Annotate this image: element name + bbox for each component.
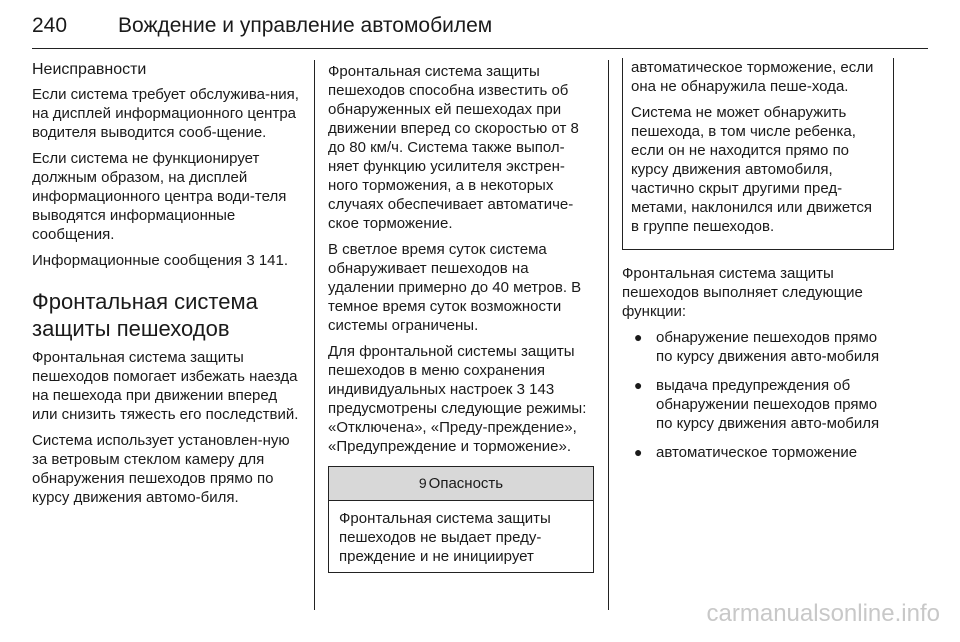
paragraph: В светлое время суток система обнаруживает пешеходов на удалении примерно до 40 метров. В темное время суток возможности системы ограничены. [328,241,582,334]
subheading: Неисправности [32,61,147,78]
page-number: 240 [32,14,68,37]
function-list [622,328,894,462]
warning-box [328,466,594,573]
paragraph: Система использует установлен-ную за ветровым стеклом камеру для обнаружения пешеходов прямо по курсу движения автомо-биля. [32,432,290,506]
paragraph: Если система не функционирует должным образом, на дисплей информационного центра води-теля выводятся информационные сообщения. [32,150,287,243]
list-item: ● обнаружение пешеходов прямо по курсу движения авто-мобиля [622,328,894,366]
warning-icon: 9 [418,475,427,491]
chapter-title: Вождение и управление автомобилем [118,14,493,37]
paragraph: Информационные сообщения 3 141. [32,252,289,269]
warning-header [329,467,593,501]
paragraph: Фронтальная система защиты пешеходов выполняет следующие функции: [622,265,863,320]
warning-text: Фронтальная система защиты пешеходов не выдает преду-преждение и не инициирует [339,510,551,565]
paragraph: Система не может обнаружить пешехода, в том числе ребенка, если он не находится прямо по курсу движения автомобиля, частично скрыт другими пред-метами, наклонился или движется в группе пешеходов. [631,104,873,235]
column-1 [32,56,302,514]
section-heading: Фронтальная система защиты пешеходов [32,289,258,341]
column-3 [622,59,894,472]
paragraph: Если система требует обслужива-ния, на дисплей информационного центра водителя выводится сооб-щение. [32,86,299,141]
watermark: carmanualsonline.info [706,600,940,627]
list-item: ● автоматическое торможение [622,443,894,462]
page-header [32,10,928,49]
column-divider [314,60,315,610]
column-divider [608,60,609,610]
list-item: ● выдача предупреждения об обнаружении пешеходов прямо по курсу движения авто-мобиля [622,376,894,433]
column-2 [328,62,594,573]
paragraph: Фронтальная система защиты пешеходов помогает избежать наезда на пешехода при движении вперед или снизить тяжесть его последствий. [32,349,299,423]
warning-title: Опасность [428,475,504,492]
paragraph: Фронтальная система защиты пешеходов способна известить об обнаруженных ей пешеходах при движении вперед со скоростью от 8 до 80 км/ч. Система также выпол-няет функцию усилителя экстрен-ного торможения, а в некоторых случаях обеспечивает автоматиче-ское торможение. [328,63,579,232]
paragraph: Для фронтальной системы защиты пешеходов в меню сохранения индивидуальных настроек 3 143 предусмотрены следующие режимы: «Отключена», «Преду-преждение», «Предупреждение и торможение». [328,343,587,455]
warning-box-continued [622,58,894,250]
paragraph: автоматическое торможение, если она не обнаружила пеше-хода. [631,59,874,95]
